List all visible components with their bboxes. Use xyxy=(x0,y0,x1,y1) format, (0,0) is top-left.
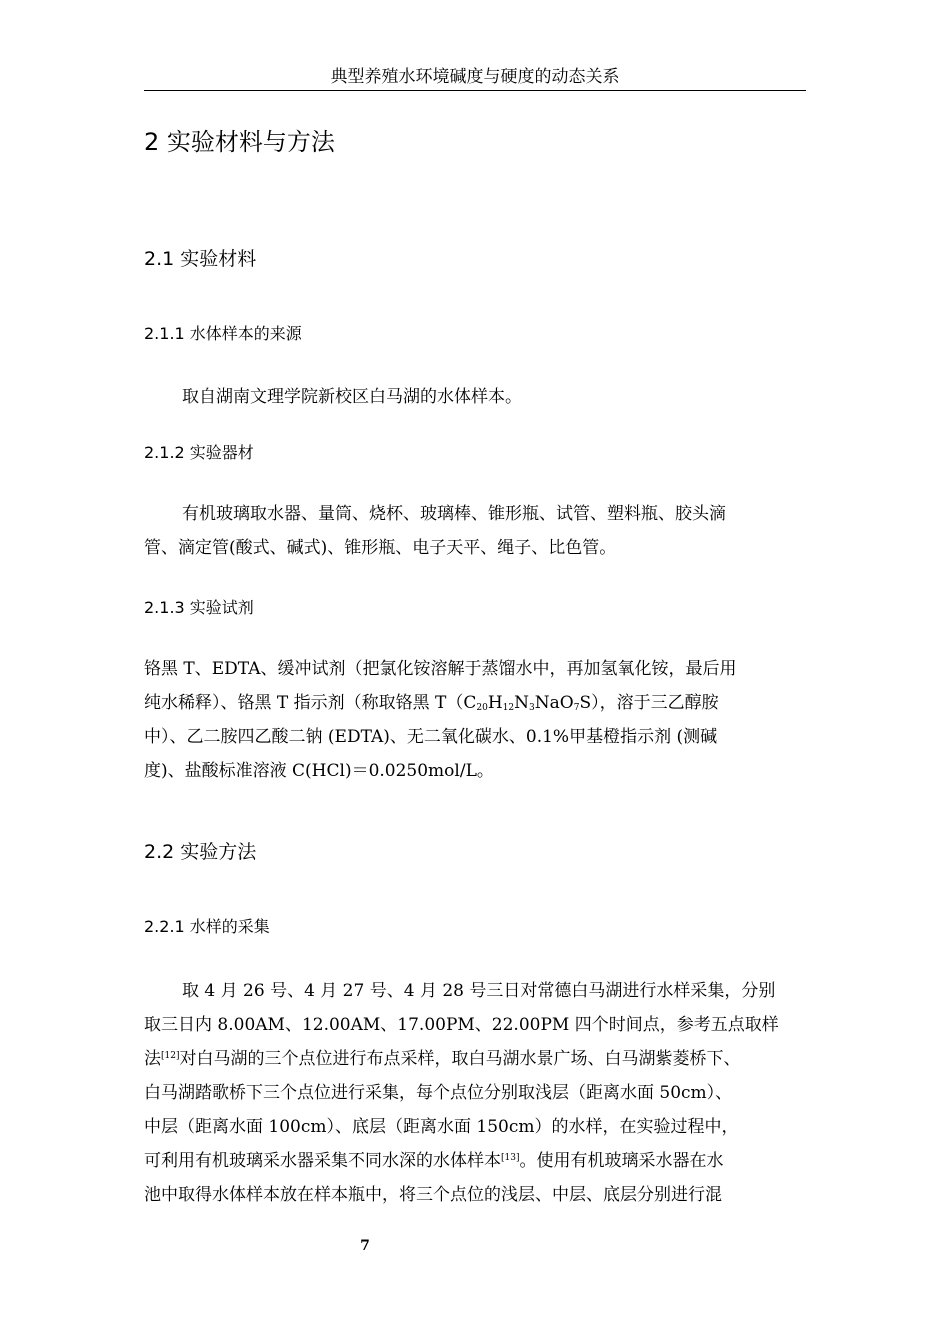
paragraph-line: 中层（距离水面 100cm）、底层（距离水面 150cm）的水样，在实验过程中， xyxy=(144,1117,739,1137)
paragraph-line: 取三日内 8.00AM、12.00AM、17.00PM、22.00PM 四个时间点，参考五点取样 xyxy=(144,1015,779,1035)
paragraph-line: 中）、乙二胺四乙酸二钠 (EDTA)、无二氧化碳水、0.1%甲基橙指示剂 (测碱 xyxy=(144,727,718,747)
paragraph-line-formula xyxy=(144,686,806,720)
citation-ref: [13] xyxy=(501,1153,520,1163)
formula-element: N xyxy=(514,693,530,713)
paragraph-line-ref xyxy=(144,1144,806,1178)
text-run: 可利用有机玻璃采水器采集不同水深的水体样本 xyxy=(144,1151,501,1171)
citation-ref: [12] xyxy=(161,1051,180,1061)
formula-subscript: 7 xyxy=(573,703,580,713)
formula-subscript: 20 xyxy=(476,703,488,713)
paragraph-line: 铬黑 T、EDTA、缓冲试剂（把氯化铵溶解于蒸馏水中，再加氢氧化铵，最后用 xyxy=(144,659,737,679)
paragraph-line: 有机玻璃取水器、量筒、烧杯、玻璃棒、锥形瓶、试管、塑料瓶、胶头滴 xyxy=(182,504,726,524)
subsection-heading-2-1-1: 2.1.1 水体样本的来源 xyxy=(144,324,302,343)
subsection-heading-2-1-3: 2.1.3 实验试剂 xyxy=(144,598,254,617)
subsection-heading-2-2-1: 2.2.1 水样的采集 xyxy=(144,917,270,936)
chapter-heading: 2 实验材料与方法 xyxy=(144,128,335,156)
paragraph-reagents xyxy=(144,652,806,788)
text-run: 。使用有机玻璃采水器在水 xyxy=(519,1151,724,1171)
page-header xyxy=(144,66,806,91)
paragraph-line: 取 4 月 26 号、4 月 27 号、4 月 28 号三日对常德白马湖进行水样采集，分别 xyxy=(182,981,776,1001)
paragraph-line: 池中取得水体样本放在样本瓶中，将三个点位的浅层、中层、底层分别进行混 xyxy=(144,1185,722,1205)
paragraph-equipment xyxy=(144,497,806,565)
text-run: 纯水稀释）、铬黑 T 指示剂（称取铬黑 T（C xyxy=(144,693,477,713)
paragraph-line: 白马湖踏歌桥下三个点位进行采集，每个点位分别取浅层（距离水面 50cm）、 xyxy=(144,1083,733,1103)
paragraph-sampling xyxy=(144,974,806,1212)
formula-subscript: 3 xyxy=(529,703,535,713)
text-run: 法 xyxy=(144,1049,161,1069)
paragraph-line-ref xyxy=(144,1042,806,1076)
text-run: 对白马湖的三个点位进行布点采样，取白马湖水景广场、白马湖紫菱桥下、 xyxy=(179,1049,741,1069)
page-header-title: 典型养殖水环境碱度与硬度的动态关系 xyxy=(330,67,620,87)
text-run: S），溶于三乙醇胺 xyxy=(579,693,719,713)
subsection-heading-2-1-2: 2.1.2 实验器材 xyxy=(144,443,254,462)
formula-element: H xyxy=(487,693,503,713)
paragraph-line: 管、滴定管(酸式、碱式)、锥形瓶、电子天平、绳子、比色管。 xyxy=(144,538,617,558)
paragraph-text: 取自湖南文理学院新校区白马湖的水体样本。 xyxy=(182,387,522,407)
section-heading-2-2: 2.2 实验方法 xyxy=(144,841,257,863)
paragraph-line: 度)、盐酸标准溶液 C(HCl)＝0.0250mol/L。 xyxy=(144,761,494,781)
section-heading-2-1: 2.1 实验材料 xyxy=(144,248,257,270)
paragraph-sample-source xyxy=(144,380,844,414)
formula-subscript: 12 xyxy=(502,703,515,713)
formula-element: NaO xyxy=(534,693,574,713)
page-number: 7 xyxy=(360,1238,370,1254)
